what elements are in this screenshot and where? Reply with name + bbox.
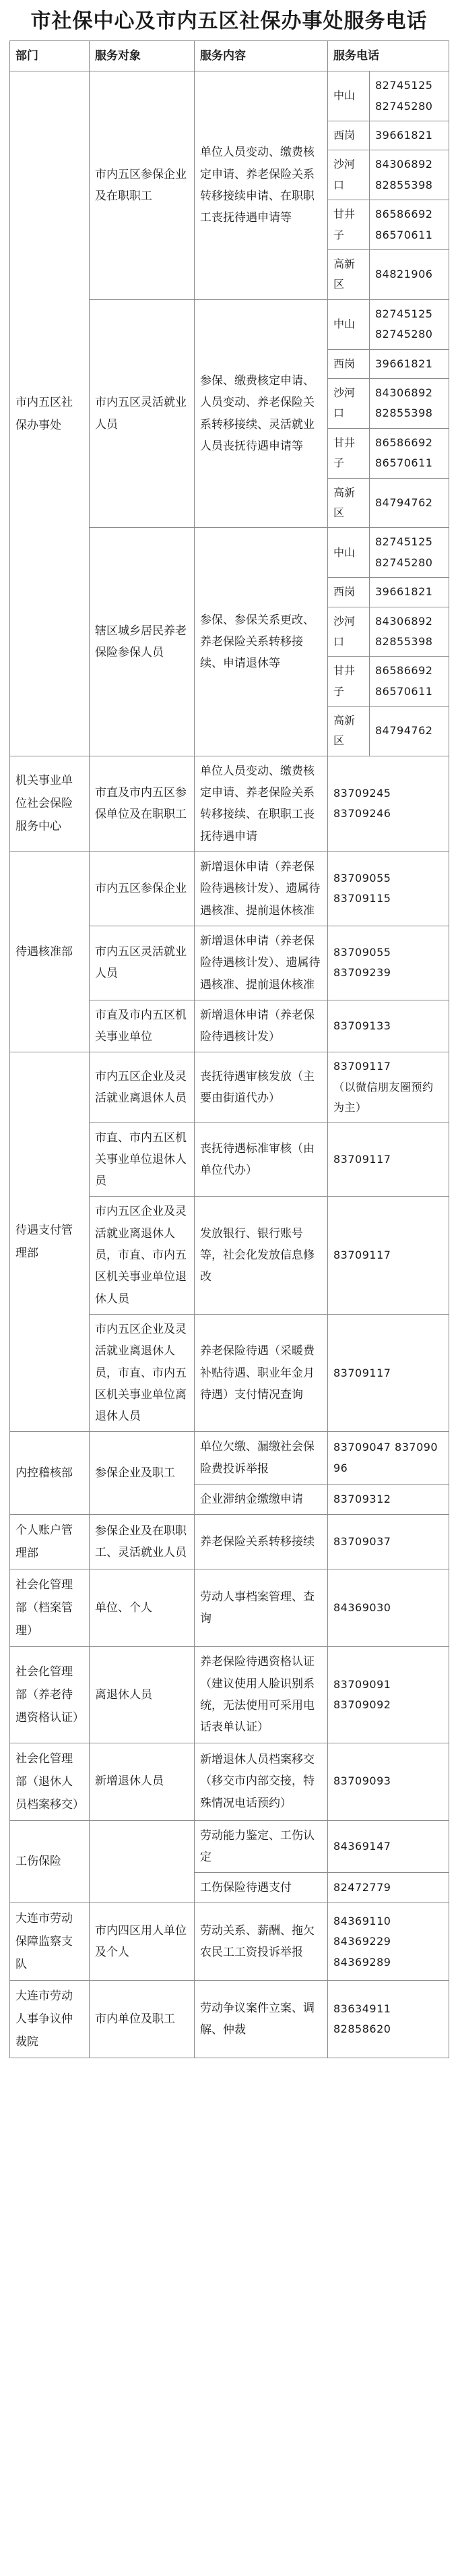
phone-cell: 83709117 — [328, 1197, 449, 1314]
target-cell: 单位、个人 — [90, 1569, 195, 1647]
target-cell: 市直及市内五区参保单位及在职职工 — [90, 756, 195, 851]
content-cell: 新增退休人员档案移交（移交市内部交接，特殊情况电话预约） — [195, 1743, 328, 1820]
content-cell: 单位欠缴、漏缴社会保险费投诉举报 — [195, 1432, 328, 1485]
target-cell: 市内五区参保企业 — [90, 852, 195, 926]
phone-cell — [328, 756, 449, 851]
content-cell: 劳动能力鉴定、工伤认定 — [195, 1820, 328, 1873]
phone-cell: 39661821 — [370, 578, 449, 607]
phone-cell — [370, 657, 449, 707]
phone-cell: 83709133 — [328, 1000, 449, 1052]
phone-cell: 83709037 — [328, 1515, 449, 1569]
dept-cell: 社会化管理部（退休人员档案移交） — [10, 1743, 90, 1820]
phone-number: 82858620 — [333, 2023, 391, 2036]
dept-cell: 个人账户管理部 — [10, 1515, 90, 1569]
dept-cell: 市内五区社保办事处 — [10, 71, 90, 756]
phone-cell: 84794762 — [370, 707, 449, 756]
phone-number: 84369229 — [333, 1935, 391, 1948]
phone-number: 83634911 — [333, 2002, 391, 2016]
phone-number: 83709115 — [333, 892, 391, 905]
table-row — [10, 1820, 449, 1873]
content-cell: 参保、参保关系更改、养老保险关系转移接续、申请退休等 — [195, 528, 328, 756]
phone-number: 82745280 — [375, 556, 433, 569]
phone-number: 83709246 — [333, 807, 391, 820]
header-dept: 部门 — [10, 41, 90, 71]
district-cell: 甘井子 — [328, 200, 370, 250]
phone-cell: 83709117 — [328, 1122, 449, 1197]
dept-cell: 内控稽核部 — [10, 1432, 90, 1515]
phone-number: 84306892 — [375, 158, 433, 171]
table-row — [10, 1515, 449, 1569]
table-row — [10, 1052, 449, 1122]
target-cell: 市内四区用人单位及个人 — [90, 1903, 195, 1981]
phone-number: 83709096 — [333, 1441, 438, 1474]
district-cell: 中山 — [328, 71, 370, 121]
phone-cell: 84369147 — [328, 1820, 449, 1873]
district-cell: 高新区 — [328, 250, 370, 300]
phone-number: 82745280 — [375, 328, 433, 341]
dept-cell: 大连市劳动人事争议仲裁院 — [10, 1981, 90, 2058]
phone-cell: 84794762 — [370, 478, 449, 528]
phone-cell: 39661821 — [370, 349, 449, 378]
dept-cell: 机关事业单位社会保险服务中心 — [10, 756, 90, 851]
phone-number: 83709055 — [333, 945, 391, 959]
content-cell: 新增退休申请（养老保险待遇核计发）、遗属待遇核准、提前退休核准 — [195, 852, 328, 926]
phone-cell — [370, 150, 449, 200]
district-cell: 西岗 — [328, 121, 370, 150]
phone-cell — [370, 299, 449, 349]
target-cell: 市内五区企业及灵活就业离退休人员，市直、市内五区机关事业单位退休人员 — [90, 1197, 195, 1314]
page-title: 市社保中心及市内五区社保办事处服务电话 — [30, 9, 428, 33]
district-cell: 甘井子 — [328, 428, 370, 478]
phone-number: 83709092 — [333, 1698, 391, 1711]
table-row — [10, 1569, 449, 1647]
content-cell: 劳动争议案件立案、调解、仲裁 — [195, 1981, 328, 2058]
content-cell: 参保、缴费核定申请、人员变动、养老保险关系转移接续、灵活就业人员丧抚待遇申请等 — [195, 299, 328, 528]
table-row — [10, 756, 449, 851]
phone-note: （以微信朋友圈预约为主） — [333, 1080, 434, 1114]
district-cell: 中山 — [328, 528, 370, 578]
phone-number: 83709091 — [333, 1677, 391, 1691]
phone-cell: 83709312 — [328, 1485, 449, 1515]
content-cell: 丧抚待遇标准审核（由单位代办） — [195, 1122, 328, 1197]
target-cell — [90, 1820, 195, 1903]
phone-cell — [370, 428, 449, 478]
target-cell: 市内单位及职工 — [90, 1981, 195, 2058]
phone-number: 86570611 — [375, 228, 433, 241]
target-cell: 参保企业及职工 — [90, 1432, 195, 1515]
phone-cell — [370, 378, 449, 428]
dept-cell: 工伤保险 — [10, 1820, 90, 1903]
phone-number: 82745125 — [375, 79, 433, 92]
phone-number: 86570611 — [375, 456, 433, 470]
content-cell: 丧抚待遇审核发放（主要由街道代办） — [195, 1052, 328, 1122]
table-row — [10, 1981, 449, 2058]
phone-cell — [370, 200, 449, 250]
district-cell: 中山 — [328, 299, 370, 349]
phone-cell: 83709093 — [328, 1743, 449, 1820]
content-cell: 养老保险关系转移接续 — [195, 1515, 328, 1569]
phone-number: 83709245 — [333, 787, 391, 800]
phone-number: 83709055 — [333, 872, 391, 885]
content-cell: 劳动人事档案管理、查询 — [195, 1569, 328, 1647]
table-row — [10, 1903, 449, 1981]
phone-cell: 84821906 — [370, 250, 449, 300]
phone-number: 84369110 — [333, 1914, 391, 1927]
target-cell: 市内五区灵活就业人员 — [90, 926, 195, 1000]
phone-cell — [328, 1647, 449, 1743]
phone-number: 86586692 — [375, 208, 433, 221]
target-cell: 离退休人员 — [90, 1647, 195, 1743]
dept-cell: 待遇核准部 — [10, 852, 90, 1052]
phone-cell — [328, 1432, 449, 1485]
target-cell: 市直、市内五区机关事业单位退休人员 — [90, 1122, 195, 1197]
table-row — [10, 71, 449, 121]
table-row — [10, 1647, 449, 1743]
content-cell: 工伤保险待遇支付 — [195, 1873, 328, 1903]
table-row — [10, 1743, 449, 1820]
content-cell: 单位人员变动、缴费核定申请、养老保险关系转移接续申请、在职职工丧抚待遇申请等 — [195, 71, 328, 300]
content-cell: 新增退休申请（养老保险待遇核计发）、遗属待遇核准、提前退休核准 — [195, 926, 328, 1000]
phone-cell: 83709117 — [328, 1314, 449, 1431]
target-cell: 市内五区灵活就业人员 — [90, 299, 195, 528]
phone-cell: 82472779 — [328, 1873, 449, 1903]
content-cell: 企业滞纳金缴缴申请 — [195, 1485, 328, 1515]
phone-cell — [328, 926, 449, 1000]
phone-cell — [328, 1903, 449, 1981]
target-cell: 市直及市内五区机关事业单位 — [90, 1000, 195, 1052]
content-cell: 单位人员变动、缴费核定申请、养老保险关系转移接续、在职职工丧抚待遇申请 — [195, 756, 328, 851]
district-cell: 高新区 — [328, 478, 370, 528]
phone-number: 83709239 — [333, 966, 391, 980]
target-cell: 新增退休人员 — [90, 1743, 195, 1820]
phone-cell: 39661821 — [370, 121, 449, 150]
header-row — [10, 41, 449, 71]
target-cell: 市内五区参保企业及在职职工 — [90, 71, 195, 300]
district-cell: 西岗 — [328, 349, 370, 378]
header-content: 服务内容 — [195, 41, 328, 71]
target-cell: 市内五区企业及灵活就业离退休人员，市直、市内五区机关事业单位离退休人员 — [90, 1314, 195, 1431]
district-cell: 沙河口 — [328, 378, 370, 428]
district-cell: 沙河口 — [328, 607, 370, 657]
target-cell: 辖区城乡居民养老保险参保人员 — [90, 528, 195, 756]
dept-cell: 大连市劳动保障监察支队 — [10, 1903, 90, 1981]
phone-cell: 84369030 — [328, 1569, 449, 1647]
phone-number: 84306892 — [375, 386, 433, 399]
target-cell: 参保企业及在职职工、灵活就业人员 — [90, 1515, 195, 1569]
content-cell: 新增退休申请（养老保险待遇核计发） — [195, 1000, 328, 1052]
phone-number: 82855398 — [375, 407, 433, 420]
service-phone-table — [9, 40, 449, 2058]
phone-number: 84306892 — [375, 614, 433, 628]
table-row — [10, 852, 449, 926]
phone-number: 84369289 — [333, 1955, 391, 1969]
phone-cell — [328, 1981, 449, 2058]
district-cell: 甘井子 — [328, 657, 370, 707]
phone-number: 83709047 — [333, 1441, 391, 1454]
phone-number: 86586692 — [375, 436, 433, 449]
dept-cell: 社会化管理部（档案管理） — [10, 1569, 90, 1647]
district-cell: 高新区 — [328, 707, 370, 756]
phone-cell — [370, 71, 449, 121]
phone-cell — [370, 607, 449, 657]
dept-cell: 待遇支付管理部 — [10, 1052, 90, 1432]
phone-number: 82855398 — [375, 634, 433, 648]
content-cell: 发放银行、银行账号等，社会化发放信息修改 — [195, 1197, 328, 1314]
table-row — [10, 1432, 449, 1485]
phone-number: 82855398 — [375, 178, 433, 191]
content-cell: 劳动关系、薪酬、拖欠农民工工资投诉举报 — [195, 1903, 328, 1981]
phone-number: 86586692 — [375, 664, 433, 678]
district-cell: 沙河口 — [328, 150, 370, 200]
content-cell: 养老保险待遇资格认证（建议使用人脸识别系统，无法使用可采用电话表单认证） — [195, 1647, 328, 1743]
target-cell: 市内五区企业及灵活就业离退休人员 — [90, 1052, 195, 1122]
phone-number: 83709117 — [333, 1060, 391, 1073]
phone-cell — [328, 1052, 449, 1122]
dept-cell: 社会化管理部（养老待遇资格认证） — [10, 1647, 90, 1743]
district-cell: 西岗 — [328, 578, 370, 607]
header-target: 服务对象 — [90, 41, 195, 71]
phone-cell — [328, 852, 449, 926]
header-phone: 服务电话 — [328, 41, 449, 71]
phone-number: 86570611 — [375, 684, 433, 698]
phone-number: 82745125 — [375, 307, 433, 320]
content-cell: 养老保险待遇（采暖费补贴待遇、职业年金月待遇）支付情况查询 — [195, 1314, 328, 1431]
phone-cell — [370, 528, 449, 578]
phone-number: 82745125 — [375, 535, 433, 549]
phone-number: 82745280 — [375, 99, 433, 113]
